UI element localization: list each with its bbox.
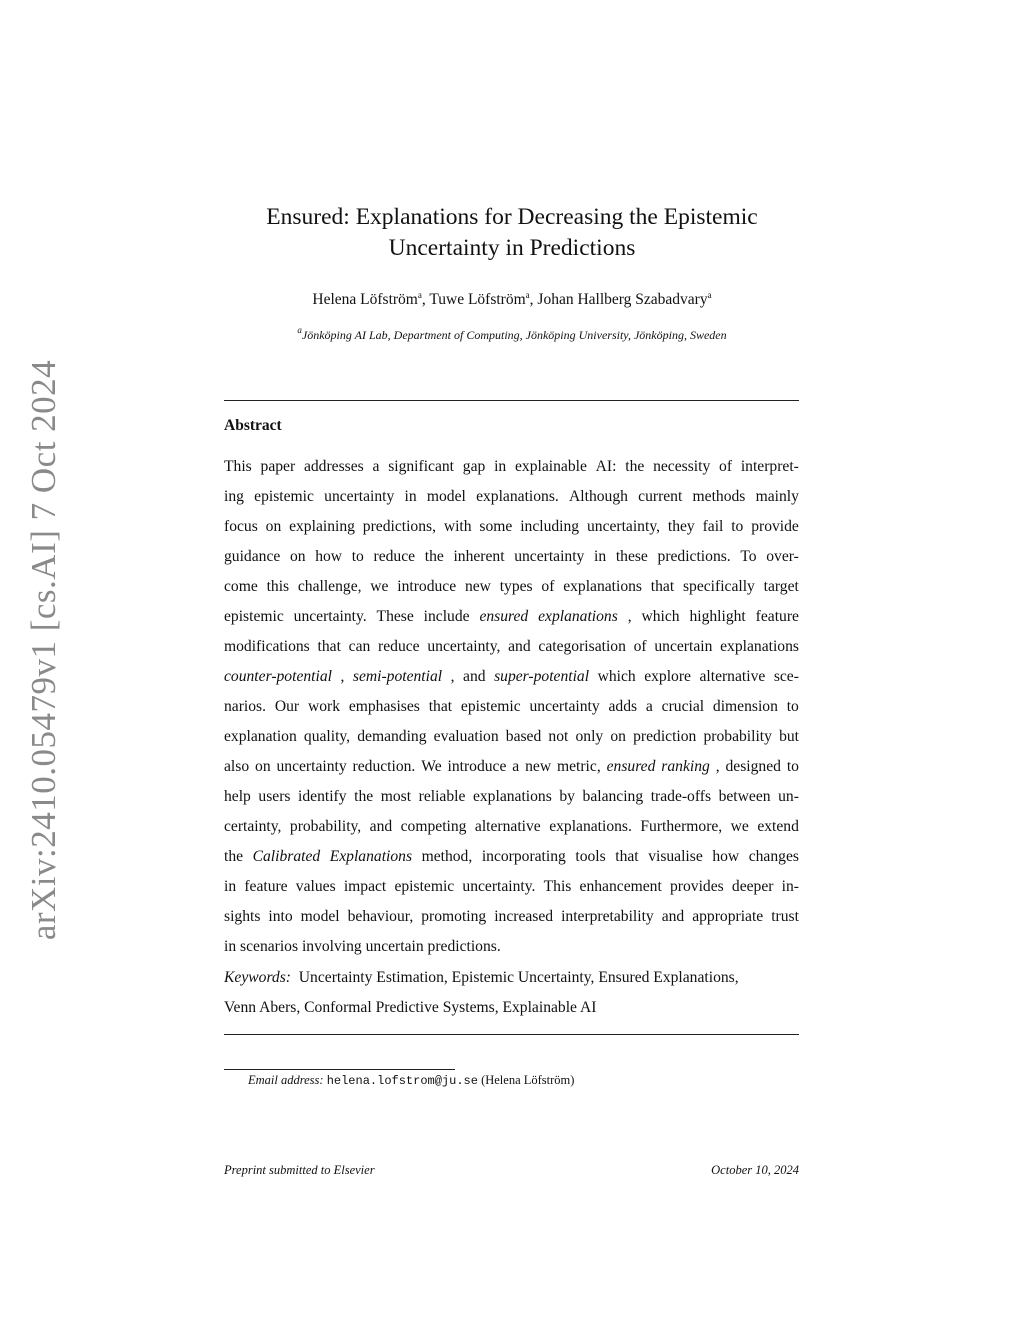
footnote	[248, 1073, 574, 1088]
abstract-word: explainable	[515, 458, 587, 475]
footer-journal: Preprint submitted to Elsevier	[224, 1163, 375, 1177]
abstract-word: how	[315, 548, 343, 565]
abstract-line	[224, 812, 799, 842]
abstract-word: changes	[748, 848, 799, 865]
abstract-word: uncertain	[654, 638, 713, 655]
abstract-word: which	[641, 608, 680, 625]
abstract-word: some	[479, 518, 513, 535]
abstract-word: explanations.	[549, 818, 632, 835]
abstract-word: This	[543, 878, 572, 895]
abstract-word: that	[615, 848, 639, 865]
abstract-word: explaining	[289, 518, 355, 535]
abstract-word: impact	[343, 878, 387, 895]
abstract-word: explanation	[224, 728, 297, 745]
abstract-word: a	[512, 758, 520, 775]
abstract-word: based	[505, 728, 542, 745]
abstract-line	[224, 542, 799, 572]
abstract-word: with	[443, 518, 472, 535]
abstract-word: alternative	[474, 818, 541, 835]
abstract-word: new	[525, 758, 552, 775]
abstract-word: in	[224, 938, 237, 955]
abstract-word: interpretability	[561, 908, 654, 925]
abstract-word: emphasises	[348, 698, 420, 715]
arxiv-identifier: arXiv:2410.05479v1 [cs.AI] 7 Oct 2024	[24, 359, 63, 941]
abstract-word: paper	[260, 458, 296, 475]
affiliation-mark: a	[297, 325, 302, 335]
abstract-word: predictions.	[427, 938, 501, 955]
abstract-line	[224, 782, 799, 812]
abstract-word: focus	[224, 518, 258, 535]
abstract-word: inherent	[453, 548, 505, 565]
abstract-heading: Abstract	[224, 417, 282, 434]
abstract-word: Explanations	[329, 848, 413, 865]
abstract-word: gap	[462, 458, 486, 475]
abstract-word: on	[289, 548, 306, 565]
abstract-word: new	[464, 578, 491, 595]
abstract-word: of	[541, 578, 555, 595]
abstract-word: which	[597, 668, 636, 685]
abstract-word: reduction.	[352, 758, 416, 775]
footnote-email[interactable]: helena.lofstrom@ju.se	[326, 1074, 478, 1088]
abstract-word: epistemic	[224, 608, 284, 625]
abstract-word: most	[380, 788, 412, 805]
abstract-word: Furthermore,	[640, 818, 723, 835]
abstract-word: that	[428, 698, 453, 715]
abstract-word: include	[423, 608, 470, 625]
abstract-word: We	[421, 758, 442, 775]
abstract-word: values	[295, 878, 336, 895]
abstract-word: these	[615, 548, 648, 565]
abstract-word: trade-offs	[650, 788, 712, 805]
abstract-word: interpret-	[740, 458, 799, 475]
abstract-word: ,	[450, 668, 455, 685]
keywords-line-1	[224, 963, 799, 993]
abstract-word: Although	[569, 488, 628, 505]
abstract-word: ensured	[479, 608, 529, 625]
abstract-word: in	[594, 548, 607, 565]
abstract-word: methods	[692, 488, 746, 505]
abstract-word: necessity	[653, 458, 711, 475]
abstract-word: that	[317, 638, 341, 655]
abstract-word: guidance	[224, 548, 281, 565]
abstract-word: over-	[766, 548, 799, 565]
abstract-word: to	[786, 758, 799, 775]
abstract-word: and	[463, 668, 486, 685]
abstract-word: types	[499, 578, 533, 595]
abstract-bottom-rule	[224, 1034, 799, 1035]
abstract-word: dimension	[712, 698, 778, 715]
abstract-word: epistemic	[460, 698, 521, 715]
abstract-word: provide	[751, 518, 799, 535]
abstract-word: explore	[644, 668, 691, 685]
keywords-line-2: Venn Abers, Conformal Predictive Systems, Explainable AI	[224, 999, 597, 1016]
abstract-line	[224, 722, 799, 752]
abstract-word: predictions,	[362, 518, 436, 535]
abstract-word: epistemic	[254, 488, 314, 505]
abstract-word: to	[786, 698, 799, 715]
abstract-word: explanations	[472, 788, 552, 805]
abstract-word: uncertainty	[529, 698, 600, 715]
abstract-word: un-	[778, 788, 799, 805]
footnote-label: Email address:	[248, 1073, 324, 1087]
abstract-word: between	[718, 788, 771, 805]
abstract-word: deeper	[731, 878, 774, 895]
author-affil-mark: a	[525, 290, 530, 300]
abstract-word: uncertainty.	[293, 608, 367, 625]
abstract-line	[224, 932, 799, 962]
footnote-owner: (Helena Löfström)	[481, 1073, 575, 1087]
abstract-word: designed	[725, 758, 781, 775]
abstract-word: ,	[715, 758, 720, 775]
affiliation-text: Jönköping AI Lab, Department of Computing, Jönköping University, Jönköping, Sweden	[301, 328, 727, 342]
abstract-word: to	[351, 548, 364, 565]
abstract-word: counter-potential	[224, 668, 332, 685]
abstract-word: fail	[702, 518, 724, 535]
abstract-word: tools	[575, 848, 606, 865]
abstract-word: challenge,	[297, 578, 362, 595]
author-list: Helena Löfström$^a$, Tuwe Löfström$^a$, Johan Hallberg Szabadvary$^a$	[312, 290, 712, 308]
abstract-line	[224, 752, 799, 782]
abstract-word: current	[638, 488, 683, 505]
abstract-word: appropriate	[692, 908, 764, 925]
abstract-word: sce-	[773, 668, 799, 685]
abstract-word: This	[224, 458, 252, 475]
abstract-word: quality,	[303, 728, 351, 745]
abstract-word: not	[548, 728, 569, 745]
abstract-word: epistemic	[394, 878, 455, 895]
abstract-word: Our	[274, 698, 300, 715]
abstract-word: this	[266, 578, 290, 595]
abstract-word: model	[426, 488, 466, 505]
keywords-text-1: Uncertainty Estimation, Epistemic Uncertainty, Ensured Explanations,	[298, 969, 739, 986]
abstract-word: prediction	[633, 728, 697, 745]
abstract-word: enhancement	[579, 878, 662, 895]
abstract-word: certainty,	[224, 818, 282, 835]
paper-title	[200, 202, 824, 264]
abstract-word: alternative	[699, 668, 766, 685]
abstract-word: target	[763, 578, 799, 595]
abstract-word: and	[369, 818, 393, 835]
abstract-word: behaviour,	[347, 908, 414, 925]
abstract-word: to	[731, 518, 744, 535]
abstract-word: ing	[224, 488, 244, 505]
abstract-word: demanding	[357, 728, 427, 745]
abstract-word: that	[650, 578, 675, 595]
abstract-line	[224, 872, 799, 902]
abstract-word: and	[508, 638, 531, 655]
abstract-word: provides	[670, 878, 724, 895]
abstract-word: can	[348, 638, 371, 655]
abstract-word: reliable	[418, 788, 466, 805]
title-line-2: Uncertainty in Predictions	[388, 235, 636, 261]
abstract-word: uncertainty	[324, 488, 395, 505]
abstract-word: uncertainty,	[586, 518, 660, 535]
abstract-word: mainly	[755, 488, 799, 505]
abstract-word: These	[376, 608, 414, 625]
title-line-1: Ensured: Explanations for Decreasing the Epistemic	[266, 204, 758, 230]
abstract-word: addresses	[303, 458, 364, 475]
abstract-word: a	[372, 458, 380, 475]
abstract-word: narios.	[224, 698, 267, 715]
abstract-word: ensured	[606, 758, 656, 775]
abstract-word: also	[224, 758, 250, 775]
abstract-word: uncertainty.	[462, 878, 536, 895]
abstract-word: explanations	[720, 638, 799, 655]
abstract-word: Calibrated	[252, 848, 321, 865]
author-affil-mark: a	[707, 290, 712, 300]
abstract-word: feature	[244, 878, 288, 895]
abstract-word: how	[712, 848, 740, 865]
abstract-word: of	[633, 638, 647, 655]
abstract-word: we	[730, 818, 749, 835]
abstract-line	[224, 602, 799, 632]
abstract-word: predictions.	[657, 548, 731, 565]
abstract-word: scenarios	[240, 938, 299, 955]
abstract-word: users	[258, 788, 291, 805]
abstract-word: a	[645, 698, 653, 715]
abstract-word: the	[224, 848, 244, 865]
abstract-word: model	[300, 908, 340, 925]
abstract-line	[224, 572, 799, 602]
abstract-word: only	[575, 728, 604, 745]
abstract-word: we	[370, 578, 389, 595]
abstract-word: explanations	[538, 608, 618, 625]
abstract-word: competing	[400, 818, 467, 835]
abstract-word: probability,	[289, 818, 362, 835]
abstract-word: metric,	[556, 758, 601, 775]
abstract-word: explanations.	[476, 488, 559, 505]
author-name: Johan Hallberg Szabadvary	[537, 291, 708, 308]
abstract-word: including	[520, 518, 580, 535]
abstract-word: uncertain	[365, 938, 424, 955]
abstract-word: explanations	[563, 578, 643, 595]
abstract-word: balancing	[582, 788, 644, 805]
abstract-word: adds	[608, 698, 638, 715]
abstract-word: method,	[421, 848, 473, 865]
abstract-word: ,	[627, 608, 632, 625]
abstract-word: ,	[340, 668, 345, 685]
abstract-word: in	[494, 458, 507, 475]
abstract-word: of	[719, 458, 733, 475]
abstract-word: crucial	[661, 698, 705, 715]
abstract-word: in-	[781, 878, 799, 895]
abstract-word: feature	[755, 608, 799, 625]
abstract-word: the	[354, 788, 374, 805]
author-affil-mark: a	[417, 290, 422, 300]
abstract-word: by	[559, 788, 575, 805]
abstract-word: on	[255, 758, 271, 775]
author-name: Helena Löfström	[312, 291, 418, 308]
abstract-body	[224, 452, 799, 962]
abstract-word: reduce	[373, 548, 416, 565]
abstract-word: specifically	[682, 578, 755, 595]
abstract-word: incorporating	[481, 848, 566, 865]
abstract-word: uncertainty,	[427, 638, 501, 655]
abstract-word: reduce	[378, 638, 420, 655]
abstract-word: but	[779, 728, 799, 745]
abstract-line	[224, 512, 799, 542]
abstract-word: and	[661, 908, 685, 925]
abstract-word: categorisation	[538, 638, 626, 655]
abstract-word: ranking	[661, 758, 710, 775]
abstract-word: evaluation	[433, 728, 499, 745]
abstract-word: increased	[494, 908, 554, 925]
footnote-rule	[224, 1069, 455, 1070]
abstract-line	[224, 662, 799, 692]
abstract-word: work	[307, 698, 340, 715]
author-name: Tuwe Löfström	[429, 291, 526, 308]
abstract-word: uncertainty	[276, 758, 347, 775]
abstract-line	[224, 692, 799, 722]
abstract-word: into	[268, 908, 293, 925]
abstract-word: introduce	[397, 578, 457, 595]
abstract-word: AI:	[595, 458, 617, 475]
abstract-word: on	[610, 728, 626, 745]
keywords-block	[224, 963, 799, 1023]
abstract-word: modifications	[224, 638, 310, 655]
abstract-word: promoting	[421, 908, 487, 925]
abstract-word: To	[740, 548, 757, 565]
abstract-word: probability	[703, 728, 772, 745]
abstract-word: visualise	[648, 848, 703, 865]
abstract-line	[224, 452, 799, 482]
abstract-word: significant	[388, 458, 455, 475]
abstract-word: the	[625, 458, 645, 475]
abstract-word: uncertainty	[514, 548, 585, 565]
abstract-line	[224, 632, 799, 662]
footer-date: October 10, 2024	[711, 1163, 799, 1177]
abstract-word: help	[224, 788, 251, 805]
abstract-top-rule	[224, 400, 799, 401]
abstract-word: they	[667, 518, 695, 535]
abstract-word: super-potential	[494, 668, 590, 685]
affiliation	[200, 325, 824, 343]
abstract-word: sights	[224, 908, 261, 925]
keywords-label: Keywords:	[224, 969, 291, 986]
abstract-word: semi-potential	[352, 668, 443, 685]
abstract-line	[224, 482, 799, 512]
abstract-word: introduce	[447, 758, 507, 775]
abstract-word: come	[224, 578, 258, 595]
abstract-word: the	[424, 548, 444, 565]
abstract-word: extend	[757, 818, 799, 835]
abstract-word: involving	[301, 938, 362, 955]
abstract-line	[224, 902, 799, 932]
abstract-word: identify	[298, 788, 347, 805]
abstract-line	[224, 842, 799, 872]
abstract-word: highlight	[689, 608, 746, 625]
abstract-word: in	[224, 878, 237, 895]
abstract-word: on	[265, 518, 282, 535]
abstract-word: in	[404, 488, 417, 505]
abstract-word: trust	[771, 908, 799, 925]
